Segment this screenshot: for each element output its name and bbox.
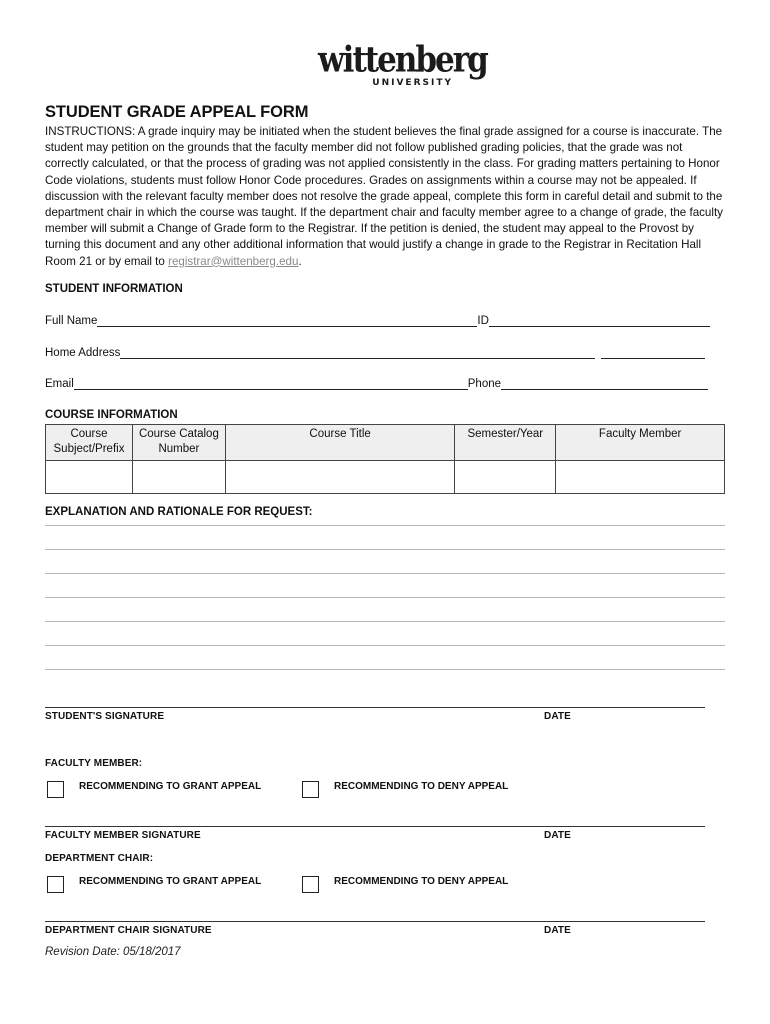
student-signature-line[interactable]	[45, 707, 705, 708]
course-title-cell[interactable]	[225, 461, 455, 494]
instructions-end: .	[298, 254, 302, 268]
wittenberg-logo	[318, 39, 487, 90]
col-course-subject: Course Subject/Prefix	[46, 425, 133, 461]
full-name-row	[45, 314, 710, 327]
home-address-label: Home Address	[45, 347, 121, 359]
course-info-heading: COURSE INFORMATION	[45, 409, 178, 421]
home-address-field[interactable]	[120, 346, 595, 359]
col-catalog-number: Course Catalog Number	[132, 425, 225, 461]
home-address-row	[45, 346, 705, 359]
logo-university: UNIVERSITY	[372, 78, 453, 88]
full-name-label: Full Name	[45, 315, 98, 327]
faculty-signature-label: FACULTY MEMBER SIGNATURE	[45, 830, 201, 841]
chair-heading: DEPARTMENT CHAIR:	[45, 853, 154, 864]
chair-deny-checkbox[interactable]	[302, 876, 319, 893]
faculty-deny-checkbox[interactable]	[302, 781, 319, 798]
student-info-heading: STUDENT INFORMATION	[45, 283, 183, 295]
page-title: STUDENT GRADE APPEAL FORM	[45, 103, 309, 121]
faculty-deny-label: RECOMMENDING TO DENY APPEAL	[334, 781, 509, 792]
chair-date-label: DATE	[544, 925, 571, 936]
table-row	[46, 461, 725, 494]
instructions-paragraph	[45, 124, 725, 270]
email-field[interactable]	[74, 377, 468, 390]
student-signature-label: STUDENT'S SIGNATURE	[45, 711, 165, 722]
student-date-label: DATE	[544, 711, 571, 722]
faculty-grant-checkbox[interactable]	[47, 781, 64, 798]
registrar-email-link[interactable]: registrar@wittenberg.edu	[168, 254, 299, 268]
chair-deny-label: RECOMMENDING TO DENY APPEAL	[334, 876, 509, 887]
col-semester-year: Semester/Year	[455, 425, 556, 461]
col-course-title: Course Title	[225, 425, 455, 461]
course-table-header	[46, 425, 725, 461]
explanation-line[interactable]	[45, 645, 725, 646]
logo-wordmark: wittenberg	[318, 39, 487, 81]
phone-label: Phone	[467, 378, 502, 390]
phone-field[interactable]	[501, 377, 708, 390]
chair-signature-label: DEPARTMENT CHAIR SIGNATURE	[45, 925, 212, 936]
id-label: ID	[477, 315, 489, 327]
catalog-number-cell[interactable]	[132, 461, 225, 494]
chair-grant-checkbox[interactable]	[47, 876, 64, 893]
faculty-date-label: DATE	[544, 830, 571, 841]
id-field[interactable]	[489, 314, 710, 327]
faculty-grant-label: RECOMMENDING TO GRANT APPEAL	[79, 781, 262, 792]
semester-year-cell[interactable]	[455, 461, 556, 494]
course-subject-cell[interactable]	[46, 461, 133, 494]
email-label: Email	[45, 378, 74, 390]
explanation-heading: EXPLANATION AND RATIONALE FOR REQUEST:	[45, 506, 313, 518]
email-phone-row	[45, 377, 708, 390]
revision-date: Revision Date: 05/18/2017	[45, 946, 181, 958]
instructions-text: INSTRUCTIONS: A grade inquiry may be initiated when the student believes the final grade assigned for a course is inaccurate. The student may petition on the grounds that the faculty member did not follow published grading policies, that the grade was not correctly calculated, or that the process of grading was not applied consistently in the class. For grading matters pertaining to Honor Code violations, students must follow Honor Code procedures. Grades on assignments within a course may not be appealed. If discussion with the relevant faculty member does not resolve the grade appeal, complete this form in careful detail and submit to the department chair in which the course was taught. If the department chair and faculty member agree to a change of grade, the faculty member will submit a Change of Grade form to the Registrar. If the petition is denied, the student may appeal to the Provost by turning this document and any other additional information that would justify a change in grade to the Registrar in Recitation Hall Room 21 or by email to	[45, 125, 723, 268]
explanation-line[interactable]	[45, 573, 725, 574]
faculty-signature-line[interactable]	[45, 826, 705, 827]
faculty-member-cell[interactable]	[556, 461, 725, 494]
course-table	[45, 424, 725, 494]
explanation-line[interactable]	[45, 621, 725, 622]
explanation-line[interactable]	[45, 669, 725, 670]
explanation-line[interactable]	[45, 597, 725, 598]
chair-signature-line[interactable]	[45, 921, 705, 922]
full-name-field[interactable]	[97, 314, 477, 327]
faculty-heading: FACULTY MEMBER:	[45, 758, 143, 769]
explanation-line[interactable]	[45, 525, 725, 526]
home-address-field-2[interactable]	[601, 346, 705, 359]
explanation-line[interactable]	[45, 549, 725, 550]
col-faculty-member: Faculty Member	[556, 425, 725, 461]
chair-grant-label: RECOMMENDING TO GRANT APPEAL	[79, 876, 262, 887]
